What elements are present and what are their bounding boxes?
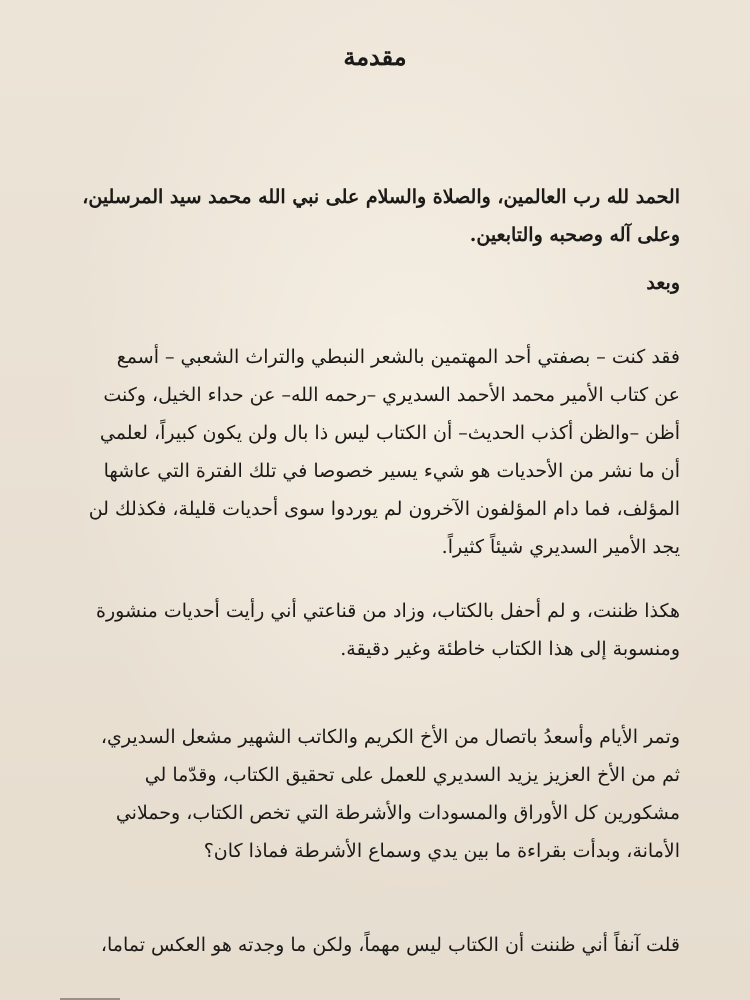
- text-line: قلت آنفاً أني ظننت أن الكتاب ليس مهماً، ولكن ما وجدته هو العكس تماما،: [100, 934, 680, 956]
- text-line: الأمانة، وبدأت بقراءة ما بين يدي وسماع الأشرطة فماذا كان؟: [203, 840, 680, 862]
- paragraph-opening: [60, 178, 680, 254]
- text-line: الحمد لله رب العالمين، والصلاة والسلام على نبي الله محمد سيد المرسلين،: [82, 186, 680, 208]
- paragraph-last: [60, 926, 680, 964]
- text-line: ومنسوبة إلى هذا الكتاب خاطئة وغير دقيقة.: [340, 638, 680, 660]
- text-line: عن كتاب الأمير محمد الأحمد السديري –رحمه الله– عن حداء الخيل، وكنت: [103, 384, 680, 406]
- text-line: فقد كنت – بصفتي أحد المهتمين بالشعر النبطي والتراث الشعبي – أسمع: [116, 346, 680, 368]
- text-line: ثم من الأخ العزيز يزيد السديري للعمل على تحقيق الكتاب، وقدّما لي: [144, 764, 680, 786]
- text-line: المؤلف، فما دام المؤلفون الآخرون لم يوردوا سوى أحديات قليلة، فكذلك لن: [88, 498, 680, 520]
- text-line: مشكورين كل الأوراق والمسودات والأشرطة التي تخص الكتاب، وحملاني: [115, 802, 680, 824]
- paragraph-thought: [60, 592, 680, 668]
- paragraph-main: [60, 338, 680, 566]
- paragraph-wabaad: [60, 264, 680, 302]
- paragraph-days: [60, 718, 680, 870]
- text-line: وبعد: [646, 272, 680, 294]
- text-line: وتمر الأيام وأسعدُ باتصال من الأخ الكريم والكاتب الشهير مشعل السديري،: [100, 726, 680, 748]
- text-line: وعلى آله وصحبه والتابعين.: [469, 224, 680, 246]
- page-title: مقدمة: [343, 42, 407, 71]
- text-line: هكذا ظننت، و لم أحفل بالكتاب، وزاد من قناعتي أني رأيت أحديات منشورة: [96, 600, 680, 622]
- text-line: أن ما نشر من الأحديات هو شيء يسير خصوصا في تلك الفترة التي عاشها: [103, 460, 680, 482]
- text-line: أظن –والظن أكذب الحديث– أن الكتاب ليس ذا بال ولن يكون كبيراً، لعلمي: [99, 422, 680, 444]
- text-line: يجد الأمير السديري شيئاً كثيراً.: [441, 536, 680, 558]
